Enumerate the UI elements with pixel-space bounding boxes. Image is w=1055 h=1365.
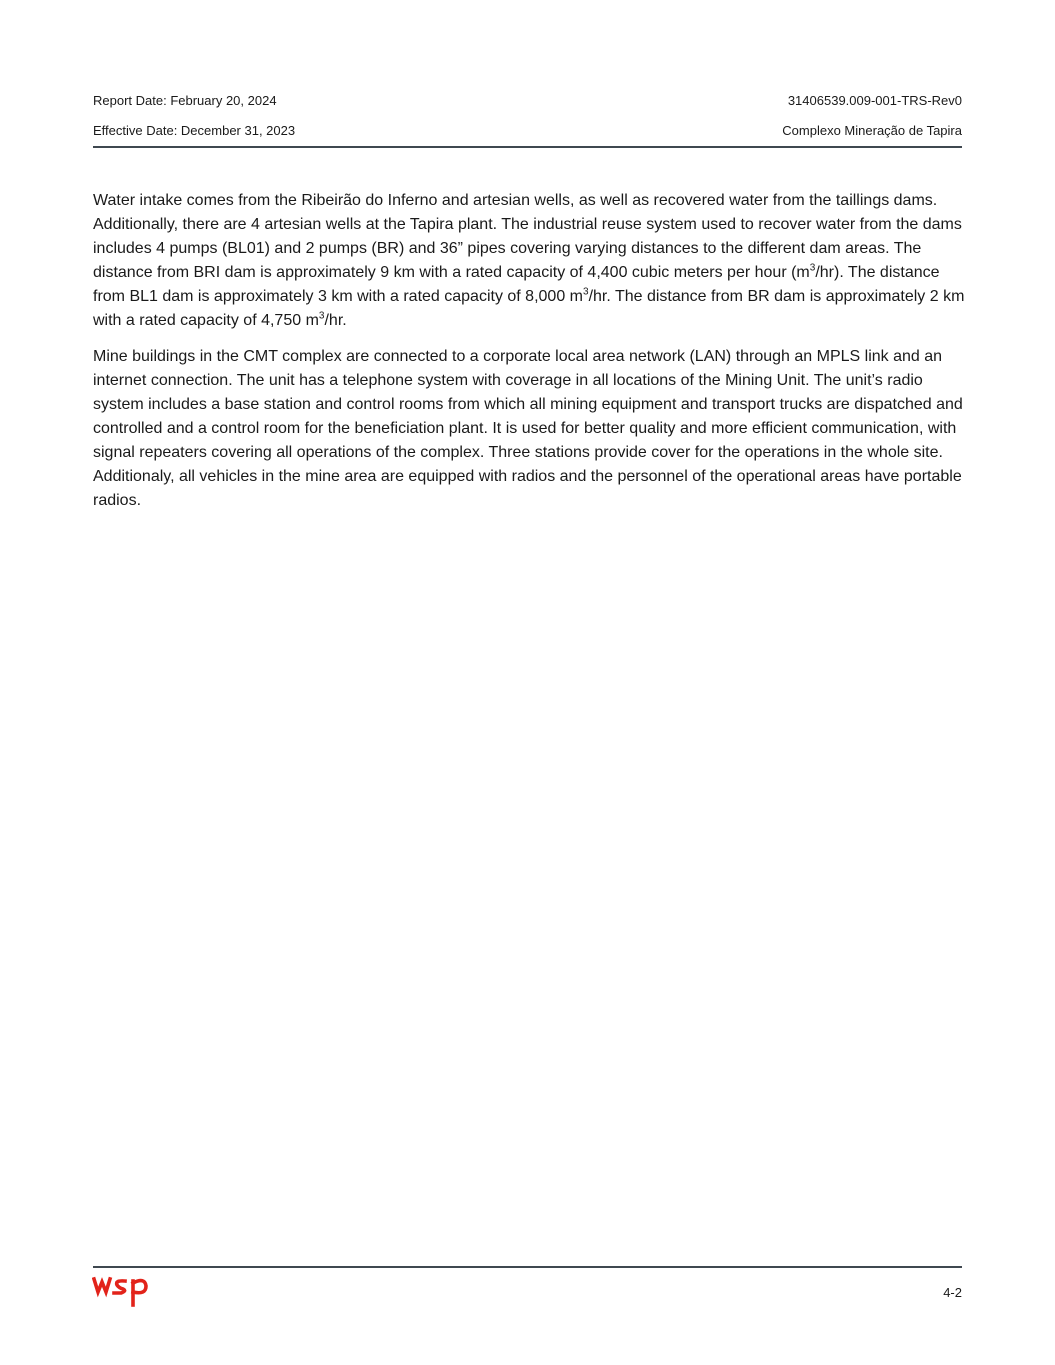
project-name: Complexo Mineração de Tapira: [782, 123, 962, 138]
superscript: 3: [809, 262, 816, 274]
superscript: 3: [583, 286, 589, 298]
page-number: 4-2: [943, 1285, 962, 1300]
document-body: [93, 189, 965, 525]
wsp-logo: [92, 1273, 156, 1307]
paragraph-text: Water intake comes from the Ribeirão do Inferno and artesian wells, as well as recovered water from the taillings dams. Additionally, there are 4 artesian wells at the Tapira plant. The industrial reuse system used to recover water from the dams includes 4 pumps (BL01) and 2 pumps (BR) and 36” pipes covering varying distances to the different dam areas. The distance from BRI dam is approximately 9 km with a rated capacity of 4,400 cubic meters per hour (m: [93, 192, 962, 281]
report-date: Report Date: February 20, 2024: [93, 93, 277, 108]
paragraph-text: /hr). The distance from BL1 dam is approximately 3 km with a rated capacity of 8,000 m: [93, 264, 940, 305]
footer-divider: [93, 1266, 962, 1268]
paragraph-communications: Mine buildings in the CMT complex are connected to a corporate local area network (LAN) through an MPLS link and an internet connection. The unit has a telephone system with coverage in all locations of the Mining Unit. The unit’s radio system includes a base station and control rooms from which all mining equipment and transport trucks are dispatched and controlled and a control room for the beneficiation plant. It is used for better quality and more efficient communication, with signal repeaters covering all operations of the complex. Three stations provide cover for the operations in the whole site. Additionaly, all vehicles in the mine area are equipped with radios and the personnel of the operational areas have portable radios.: [93, 348, 963, 509]
header-row-top: [93, 92, 962, 122]
document-number: 31406539.009-001-TRS-Rev0: [787, 93, 962, 108]
effective-date: Effective Date: December 31, 2023: [93, 123, 296, 138]
paragraph-text: /hr. The distance from BR dam is approximately 2 km with a rated capacity of 4,750 m: [93, 288, 965, 329]
header-divider: [93, 146, 962, 148]
paragraph-water-intake: [93, 189, 965, 333]
paragraph-text: /hr.: [324, 312, 347, 329]
page-header: [93, 92, 962, 152]
superscript: 3: [318, 310, 325, 322]
